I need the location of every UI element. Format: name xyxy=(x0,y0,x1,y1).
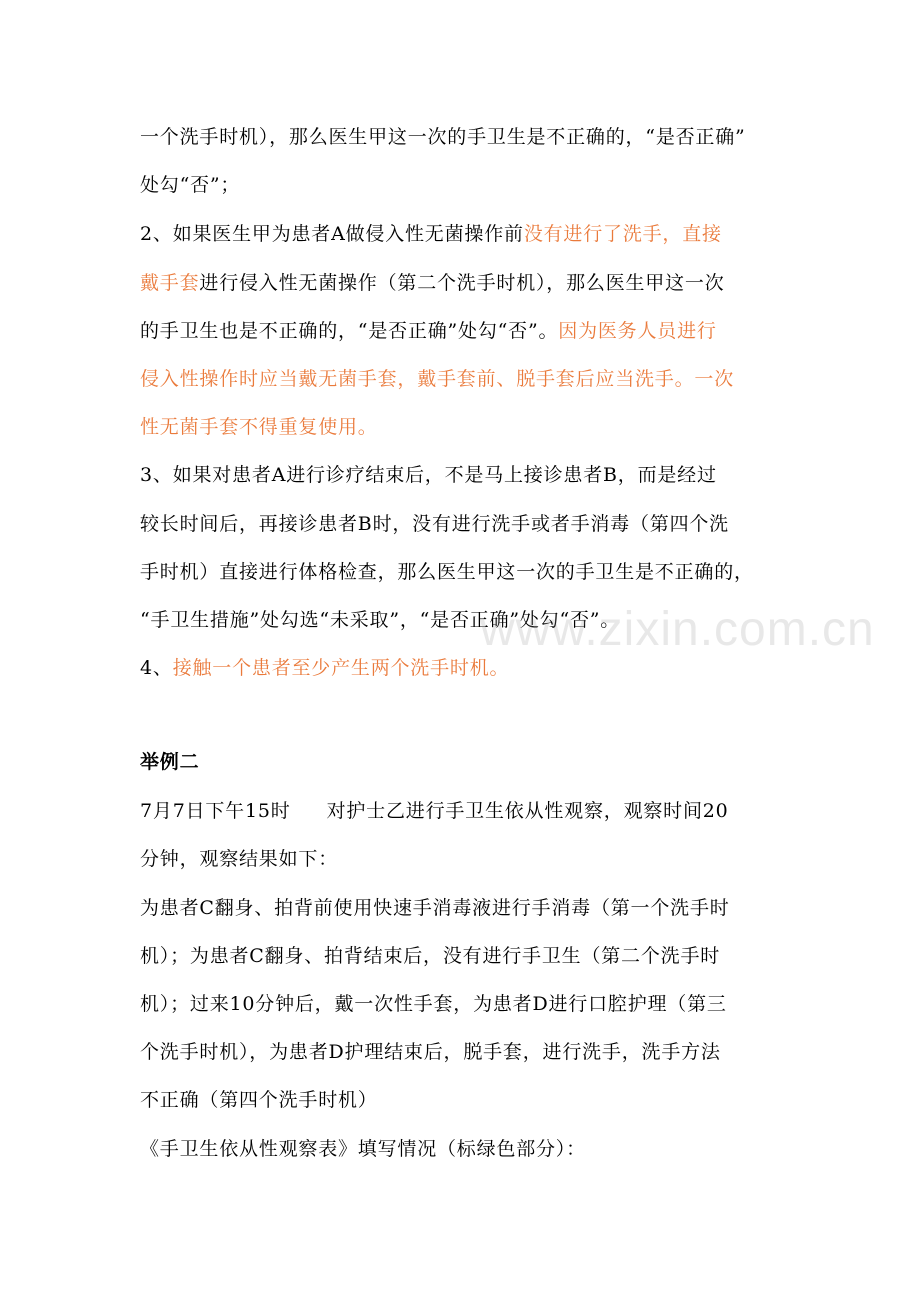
paragraph-line xyxy=(140,463,717,487)
paragraph-line xyxy=(140,1137,586,1161)
text-run: 4、 xyxy=(140,657,173,679)
paragraph-line xyxy=(140,799,729,823)
paragraph-line xyxy=(140,319,717,343)
highlighted-text: 因为医务人员进行 xyxy=(558,320,717,342)
paragraph-line xyxy=(140,1040,721,1064)
highlighted-text: 没有进行了洗手，直接 xyxy=(523,223,722,245)
paragraph-line xyxy=(140,944,720,968)
text-run: 的手卫生也是不正确的，“是否正确”处勾“否”。 xyxy=(140,320,559,342)
text-run: 2、如果医生甲为患者A做侵入性无菌操作前 xyxy=(140,223,524,245)
highlighted-text: 接触一个患者至少产生两个洗手时机。 xyxy=(172,657,510,679)
text-run: 机）；为患者C翻身、拍背结束后，没有进行手卫生（第二个洗手时 xyxy=(140,945,721,967)
paragraph-line xyxy=(140,847,338,871)
paragraph-line xyxy=(140,173,240,197)
paragraph-line xyxy=(140,415,378,439)
text-run: 机）；过来10分钟后，戴一次性手套，为患者D进行口腔护理（第三 xyxy=(140,993,727,1015)
text-run: 不正确（第四个洗手时机） xyxy=(140,1089,378,1111)
text-run: 分钟，观察结果如下： xyxy=(140,848,339,870)
text-run: 为患者C翻身、拍背前使用快速手消毒液进行手消毒（第一个洗手时 xyxy=(140,897,730,919)
paragraph-line xyxy=(140,512,729,536)
text-run: 较长时间后，再接诊患者B时，没有进行洗手或者手消毒（第四个洗 xyxy=(140,513,729,535)
text-run: 个洗手时机），为患者D护理结束后，脱手套，进行洗手，洗手方法 xyxy=(140,1041,721,1063)
highlighted-text: 性无菌手套不得重复使用。 xyxy=(140,416,378,438)
paragraph-line xyxy=(140,896,730,920)
paragraph-line xyxy=(140,367,734,391)
text-run: 对护士乙进行手卫生依从性观察，观察时间20 xyxy=(326,800,729,822)
text-run: 处勾“否”； xyxy=(140,174,241,196)
highlighted-text: 侵入性操作时应当戴无菌手套，戴手套前、脱手套后应当洗手。一次 xyxy=(140,368,735,390)
paragraph-line xyxy=(140,271,725,295)
highlighted-text: 戴手套 xyxy=(140,272,200,294)
text-run: 《手卫生依从性观察表》填写情况（标绿色部分）： xyxy=(140,1138,586,1160)
text-run: 7月7日下午15时 xyxy=(140,800,291,822)
paragraph-line xyxy=(140,222,722,246)
paragraph-line xyxy=(140,992,727,1016)
paragraph-line xyxy=(140,656,509,680)
section-heading xyxy=(140,750,199,774)
paragraph-line xyxy=(140,1088,378,1112)
watermark: www.zixin.com.cn xyxy=(480,603,875,656)
heading-text: 举例二 xyxy=(140,751,200,773)
text-run: “手卫生措施”处勾选“未采取”，“是否正确”处勾“否”。 xyxy=(140,609,621,631)
text-run: 3、如果对患者A进行诊疗结束后，不是马上接诊患者B，而是经过 xyxy=(140,464,717,486)
text-run: 手时机）直接进行体格检查，那么医生甲这一次的手卫生是不正确的， xyxy=(140,561,754,583)
paragraph-line xyxy=(140,560,754,584)
text-run: 进行侵入性无菌操作（第二个洗手时机），那么医生甲这一次 xyxy=(199,272,725,294)
paragraph-line xyxy=(140,125,746,149)
text-run: 一个洗手时机），那么医生甲这一次的手卫生是不正确的，“是否正确” xyxy=(140,126,746,148)
